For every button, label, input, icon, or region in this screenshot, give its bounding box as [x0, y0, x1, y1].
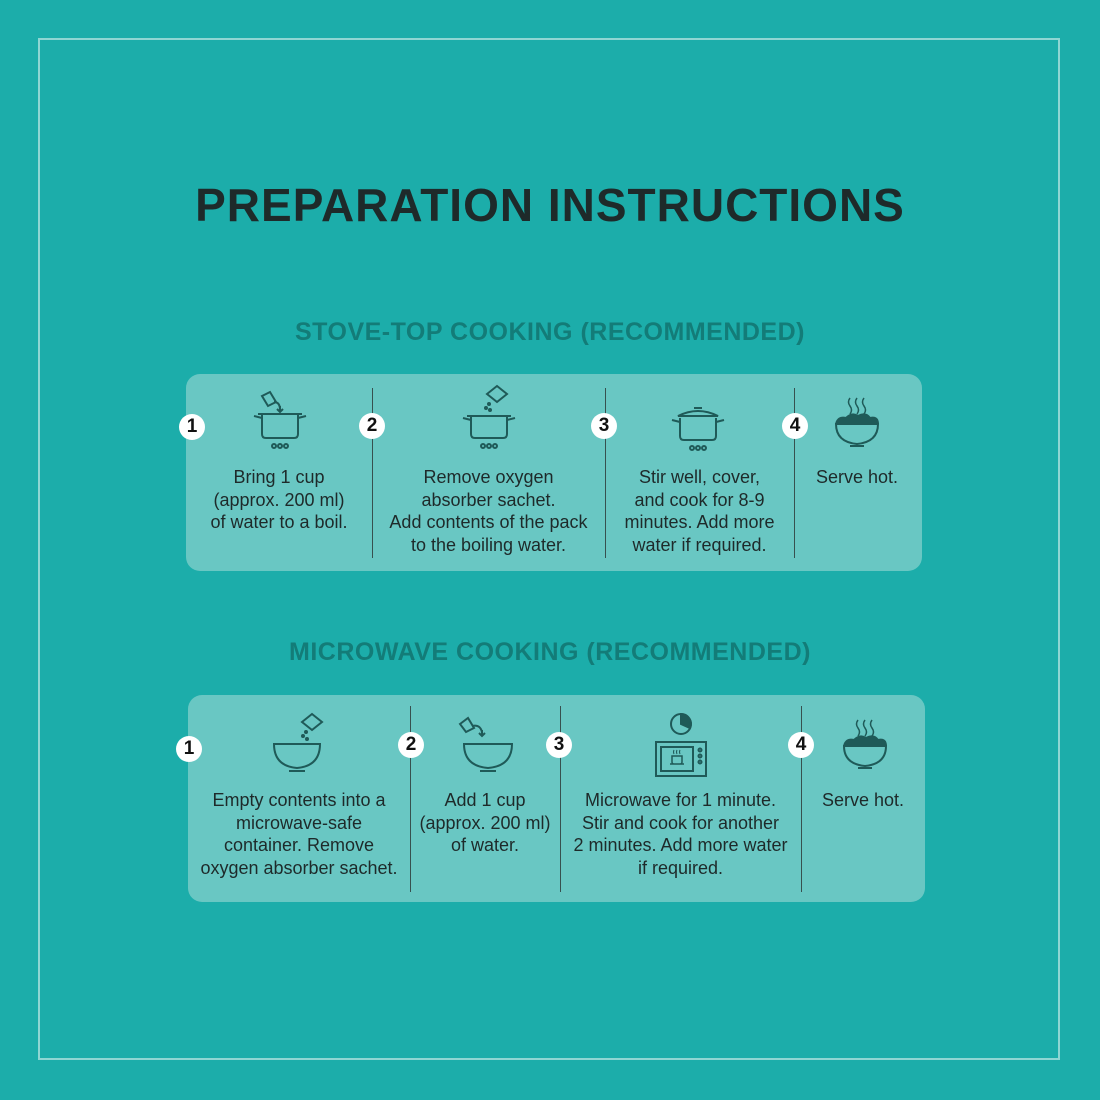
step-instruction: Add 1 cup (approx. 200 ml) of water. — [419, 790, 551, 855]
page-title: PREPARATION INSTRUCTIONS — [195, 179, 905, 231]
bowl-add-contents-icon — [270, 712, 324, 774]
bowl-pour-water-icon — [456, 714, 518, 774]
step-number-badge: 4 — [782, 413, 808, 439]
step-instruction: Bring 1 cup (approx. 200 ml) of water to a boil. — [210, 467, 348, 532]
step-instruction: Remove oxygen absorber sachet. Add contents of the pack to the boiling water. — [389, 467, 588, 555]
microwave-timer-icon — [652, 712, 710, 780]
step-number-badge: 1 — [179, 414, 205, 440]
step-number-badge: 2 — [398, 732, 424, 758]
pot-add-contents-icon — [459, 382, 519, 452]
step-number-badge: 3 — [591, 413, 617, 439]
step-number-badge: 2 — [359, 413, 385, 439]
step-number-badge: 1 — [176, 736, 202, 762]
step-instruction: Microwave for 1 minute. Stir and cook for another 2 minutes. Add more water if required. — [573, 790, 788, 878]
step-instruction: Serve hot. — [821, 790, 905, 810]
hot-bowl-icon — [832, 394, 882, 452]
covered-pot-icon — [668, 402, 728, 452]
step-instruction: Serve hot. — [815, 467, 899, 487]
microwave-heading: MICROWAVE COOKING (RECOMMENDED) — [289, 638, 811, 666]
stovetop-heading: STOVE-TOP COOKING (RECOMMENDED) — [295, 318, 805, 346]
pot-on-burner-pour-water-icon — [250, 388, 310, 452]
step-instruction: Empty contents into a microwave-safe container. Remove oxygen absorber sachet. — [200, 790, 398, 878]
step-instruction: Stir well, cover, and cook for 8-9 minutes. Add more water if required. — [624, 467, 775, 555]
hot-bowl-icon — [840, 716, 890, 774]
step-number-badge: 4 — [788, 732, 814, 758]
step-number-badge: 3 — [546, 732, 572, 758]
